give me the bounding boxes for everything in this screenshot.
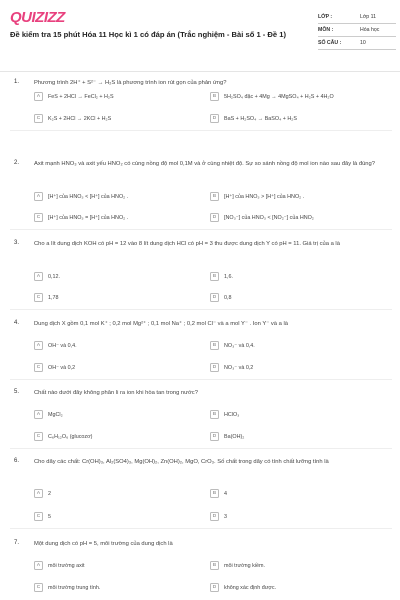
- question-divider: [10, 130, 392, 131]
- question-number: 4.: [14, 320, 20, 326]
- question-number: 6.: [14, 458, 20, 464]
- answer-option-c[interactable]: [34, 432, 204, 441]
- option-text: 5H₂SO₄ đặc + 4Mg → 4MgSO₄ + H₂S + 4H₂O: [224, 93, 334, 100]
- header-divider: [0, 71, 400, 72]
- answer-option-a[interactable]: [34, 410, 204, 419]
- option-text: [H⁺] của HNO₃ < [H⁺] của HNO₂ .: [48, 193, 129, 200]
- question-text: Chất nào dưới đây không phân li ra ion khi hòa tan trong nước?: [34, 390, 198, 396]
- question-divider: [10, 448, 392, 449]
- option-letter-box: A: [34, 192, 43, 201]
- option-letter-box: A: [34, 341, 43, 350]
- option-letter-box: D: [210, 293, 219, 302]
- question-text: Cho a lít dung dịch KOH có pH = 12 vào 8 lít dung dịch HCl có pH = 3 thu được dung dịch Y có pH = 11. Giá trị của a là: [34, 241, 340, 247]
- option-letter-box: C: [34, 114, 43, 123]
- answer-option-b[interactable]: [210, 92, 392, 101]
- option-text: 0,8: [224, 294, 232, 301]
- question-divider: [10, 528, 392, 529]
- option-letter-box: A: [34, 92, 43, 101]
- option-letter-box: C: [34, 293, 43, 302]
- meta-row-count: [318, 37, 396, 50]
- question-number: 7.: [14, 540, 20, 546]
- question-text: Axit mạnh HNO₃ và axit yếu HNO₂ có cùng nồng độ mol 0,1M và ở cùng nhiệt độ. Sự so sánh nồng độ mol ion nào sau đây là đúng?: [34, 161, 375, 167]
- option-text: HClO₃: [224, 411, 240, 418]
- meta-key: SỐ CÂU :: [318, 40, 342, 46]
- answer-option-b[interactable]: [210, 561, 392, 570]
- option-letter-box: B: [210, 489, 219, 498]
- answer-option-c[interactable]: [34, 114, 204, 123]
- meta-table: [318, 11, 396, 50]
- option-letter-box: C: [34, 512, 43, 521]
- question-number: 1.: [14, 79, 20, 85]
- option-text: K₂S + 2HCl → 2KCl + H₂S: [48, 115, 112, 122]
- option-letter-box: A: [34, 561, 43, 570]
- option-text: 1,6.: [224, 273, 233, 280]
- answer-option-c[interactable]: [34, 293, 204, 302]
- option-letter-box: D: [210, 512, 219, 521]
- answer-option-d[interactable]: [210, 432, 392, 441]
- question-text: Một dung dịch có pH = 5, môi trường của dung dịch là: [34, 541, 173, 547]
- option-text: môi trường axit: [48, 562, 85, 569]
- answer-option-c[interactable]: [34, 213, 204, 222]
- answer-option-a[interactable]: [34, 489, 204, 498]
- option-text: OH⁻ và 0,4.: [48, 342, 77, 349]
- meta-value: Lớp 11: [360, 14, 376, 20]
- answer-option-b[interactable]: [210, 410, 392, 419]
- question-text: Dung dịch X gồm 0,1 mol K⁺ ; 0,2 mol Mg²⁺ ; 0,1 mol Na⁺ ; 0,2 mol Cl⁻ và a mol Y⁻ . Ion Y⁻ và a là: [34, 321, 288, 327]
- option-text: NO₃⁻ và 0,2: [224, 364, 254, 371]
- answer-option-a[interactable]: [34, 561, 204, 570]
- option-text: MgCl₂: [48, 411, 63, 418]
- option-text: 0,12.: [48, 273, 60, 280]
- option-text: môi trường trung tính.: [48, 584, 101, 591]
- option-text: môi trường kiềm.: [224, 562, 265, 569]
- option-text: [NO₃⁻] của HNO₃ < [NO₂⁻] của HNO₂: [224, 214, 314, 221]
- question-divider: [10, 379, 392, 380]
- option-text: 5: [48, 513, 51, 520]
- answer-option-d[interactable]: [210, 213, 392, 222]
- option-text: [H⁺] của HNO₃ > [H⁺] của HNO₂ .: [224, 193, 305, 200]
- option-letter-box: D: [210, 583, 219, 592]
- option-text: 1,78: [48, 294, 59, 301]
- question-number: 2.: [14, 160, 20, 166]
- option-letter-box: B: [210, 192, 219, 201]
- question-text: Phương trình 2H⁺ + S²⁻ → H₂S là phương trình ion rút gọn của phản ứng?: [34, 80, 227, 86]
- meta-row-class: [318, 11, 396, 24]
- option-text: [H⁺] của HNO₃ = [H⁺] của HNO₂ .: [48, 214, 129, 221]
- answer-option-c[interactable]: [34, 583, 204, 592]
- option-letter-box: A: [34, 489, 43, 498]
- option-letter-box: D: [210, 432, 219, 441]
- option-text: Ba(OH)₂: [224, 433, 245, 440]
- option-letter-box: B: [210, 272, 219, 281]
- answer-option-a[interactable]: [34, 272, 204, 281]
- option-text: NO₃⁻ và 0,4.: [224, 342, 255, 349]
- option-text: 4: [224, 490, 227, 497]
- answer-option-d[interactable]: [210, 293, 392, 302]
- answer-option-c[interactable]: [34, 512, 204, 521]
- option-letter-box: B: [210, 341, 219, 350]
- meta-key: LỚP :: [318, 14, 333, 20]
- option-letter-box: D: [210, 213, 219, 222]
- meta-row-subject: [318, 24, 396, 37]
- option-letter-box: B: [210, 561, 219, 570]
- option-text: không xác định được.: [224, 584, 277, 591]
- option-letter-box: C: [34, 583, 43, 592]
- meta-key: MÔN :: [318, 27, 334, 33]
- option-text: BaS + H₂SO₄ → BaSO₄ + H₂S: [224, 115, 297, 122]
- option-letter-box: C: [34, 213, 43, 222]
- answer-option-d[interactable]: [210, 114, 392, 123]
- option-letter-box: D: [210, 363, 219, 372]
- option-letter-box: C: [34, 363, 43, 372]
- option-letter-box: A: [34, 410, 43, 419]
- option-text: 2: [48, 490, 51, 497]
- answer-option-b[interactable]: [210, 272, 392, 281]
- document-title: Đề kiểm tra 15 phút Hóa 11 Học kì 1 có đáp án (Trắc nghiệm - Bài số 1 - Đề 1): [10, 30, 286, 39]
- option-text: 3: [224, 513, 227, 520]
- answer-option-a[interactable]: [34, 92, 204, 101]
- answer-option-d[interactable]: [210, 583, 392, 592]
- meta-value: 10: [360, 40, 366, 46]
- question-divider: [10, 309, 392, 310]
- answer-option-b[interactable]: [210, 341, 392, 350]
- answer-option-b[interactable]: [210, 489, 392, 498]
- option-text: OH⁻ và 0,2: [48, 364, 76, 371]
- meta-value: Hóa học: [360, 27, 380, 33]
- question-divider: [10, 229, 392, 230]
- quizizz-logo: QUIZIZZ: [10, 9, 65, 26]
- answer-option-a[interactable]: [34, 192, 204, 201]
- answer-option-d[interactable]: [210, 363, 392, 372]
- option-letter-box: A: [34, 272, 43, 281]
- answer-option-c[interactable]: [34, 363, 204, 372]
- question-number: 3.: [14, 240, 20, 246]
- option-letter-box: B: [210, 410, 219, 419]
- question-text: Cho dãy các chất: Cr(OH)₃, Al₂(SO4)₃, Mg(OH)₂, Zn(OH)₂, MgO, CrO₃. Số chất trong dãy có tính chất lưỡng tính là: [34, 459, 329, 465]
- question-number: 5.: [14, 389, 20, 395]
- option-text: C₆H₁₂O₆ (glucozơ): [48, 433, 93, 440]
- option-letter-box: B: [210, 92, 219, 101]
- answer-option-d[interactable]: [210, 512, 392, 521]
- option-letter-box: C: [34, 432, 43, 441]
- option-text: FeS + 2HCl → FeCl₂ + H₂S: [48, 93, 114, 100]
- answer-option-a[interactable]: [34, 341, 204, 350]
- answer-option-b[interactable]: [210, 192, 392, 201]
- option-letter-box: D: [210, 114, 219, 123]
